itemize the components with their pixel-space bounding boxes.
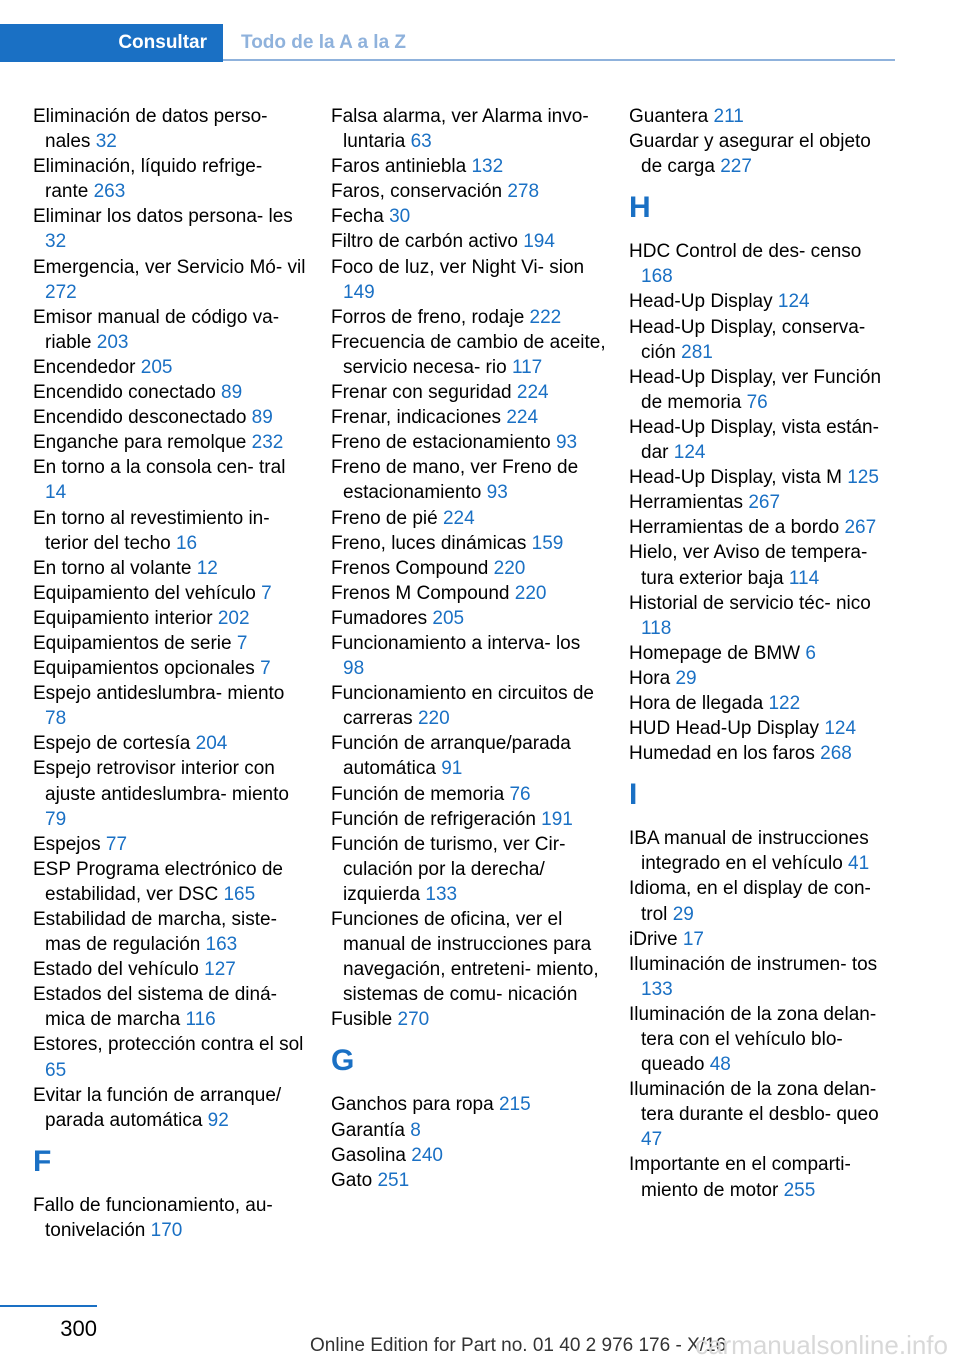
page-link[interactable]: 63 (410, 131, 432, 153)
page-link[interactable]: 125 (847, 467, 879, 489)
index-entry (33, 255, 308, 305)
tab-consultar[interactable]: Consultar (0, 24, 223, 62)
entry-term: Enganche para remolque (33, 432, 252, 454)
page-link[interactable]: 191 (541, 808, 573, 830)
entry-term: Faros, conservación (331, 181, 508, 203)
entry-term: Faros antiniebla (331, 156, 472, 178)
page-link[interactable]: 118 (641, 617, 672, 639)
entry-term: Fallo de funcionamiento, au‐ tonivelación (33, 1194, 273, 1241)
page-link[interactable]: 270 (397, 1009, 430, 1031)
entry-term: Estabilidad de marcha, siste‐ mas de regulación (33, 909, 277, 956)
page-link[interactable]: 227 (720, 156, 752, 178)
entry-term: Encendido conectado (33, 382, 222, 404)
entry-term: Equipamientos de serie (33, 632, 237, 654)
page-link[interactable]: 163 (205, 934, 238, 956)
page-link[interactable]: 268 (820, 743, 852, 765)
page-link[interactable]: 79 (45, 808, 67, 830)
index-entry (331, 305, 606, 330)
index-entry (629, 1077, 897, 1152)
page-link[interactable]: 76 (746, 391, 768, 413)
page-link[interactable]: 89 (221, 382, 243, 404)
page-link[interactable]: 65 (45, 1059, 67, 1081)
index-entry (331, 782, 606, 807)
entry-term: Hielo, ver Aviso de tempera‐ tura exterior baja (629, 542, 868, 589)
index-entry (331, 229, 606, 254)
entry-term: Freno, luces dinámicas (331, 532, 532, 554)
entry-term: Fusible (331, 1009, 398, 1031)
page-link[interactable]: 220 (417, 708, 450, 730)
index-entry (629, 315, 897, 365)
page-link[interactable]: 194 (523, 231, 555, 253)
page-link[interactable]: 205 (432, 607, 465, 629)
page-link[interactable]: 30 (389, 206, 411, 228)
index-entry (331, 531, 606, 556)
page-link[interactable]: 224 (516, 382, 549, 404)
index-entry (33, 305, 308, 355)
index-entry (33, 857, 308, 907)
index-entry (33, 832, 308, 857)
entry-term: Importante en el comparti‐ miento de motor (629, 1154, 851, 1201)
page-link[interactable]: 232 (251, 432, 284, 454)
page-link[interactable]: 32 (45, 231, 67, 253)
entry-term: Head-Up Display, ver Función de memoria (629, 366, 882, 413)
page-link[interactable]: 165 (223, 883, 256, 905)
page-link[interactable]: 93 (555, 432, 578, 454)
section-letter: H (629, 191, 651, 225)
page-link[interactable]: 6 (805, 642, 816, 664)
entry-term: En torno a la consola cen‐ tral (33, 457, 286, 479)
entry-term: Iluminación de la zona delan‐ tera durante el desblo‐ queo (629, 1079, 879, 1126)
entry-term: Ganchos para ropa (331, 1094, 499, 1116)
page-link[interactable]: 224 (506, 407, 539, 429)
entry-term: Funcionamiento en circuitos de carreras (331, 683, 594, 730)
entry-term: Frecuencia de cambio de aceite, servicio necesa‐ rio (331, 331, 606, 378)
entry-term: Herramientas (629, 492, 749, 514)
entry-term: Emisor manual de código va‐ riable (33, 306, 280, 353)
entry-term: Idioma, en el display de con‐ trol (629, 878, 871, 925)
entry-term: Funcionamiento a interva‐ los (331, 632, 581, 654)
entry-term: Hora (629, 667, 676, 689)
entry-term: Freno de estacionamiento (331, 432, 556, 454)
page-link[interactable]: 7 (260, 658, 271, 680)
page-link[interactable]: 8 (410, 1119, 421, 1141)
page-link[interactable]: 91 (441, 758, 463, 780)
entry-term: Head-Up Display (629, 291, 778, 313)
page-link[interactable]: 16 (175, 532, 198, 554)
page-link[interactable]: 127 (204, 959, 236, 981)
page-number: 300 (60, 1316, 97, 1341)
page-link[interactable]: 12 (196, 557, 218, 579)
page-link[interactable]: 124 (777, 291, 810, 313)
page-link[interactable]: 32 (95, 131, 117, 153)
entry-term: Gato (331, 1169, 378, 1191)
section-letter: G (331, 1044, 355, 1078)
entry-term: Eliminación de datos perso‐ nales (33, 106, 268, 153)
page-link[interactable]: 170 (150, 1219, 183, 1241)
entry-term: Espejo de cortesía (33, 733, 196, 755)
index-entry (629, 540, 897, 590)
page-link[interactable]: 202 (217, 607, 250, 629)
entry-term: Iluminación de instrumen‐ tos (629, 953, 878, 975)
page-link[interactable]: 278 (507, 181, 540, 203)
index-entry (629, 104, 897, 129)
tab-todo-a-z[interactable]: Todo de la A a la Z (241, 32, 407, 53)
entry-term: Encendido desconectado (33, 407, 252, 429)
index-entry (331, 556, 606, 581)
index-entry (33, 681, 308, 731)
index-entry (629, 691, 897, 716)
index-entry (33, 957, 308, 982)
page-link[interactable]: 267 (844, 517, 877, 539)
index-entry (33, 405, 308, 430)
index-entry (331, 1118, 606, 1143)
page-link[interactable]: 251 (377, 1169, 410, 1191)
index-entry (331, 1168, 606, 1193)
page-link[interactable]: 47 (641, 1129, 663, 1151)
page-link[interactable]: 77 (105, 833, 128, 855)
entry-term: Frenos M Compound (331, 582, 515, 604)
entry-term: Falsa alarma, ver Alarma invo‐ luntaria (331, 106, 589, 153)
page-link[interactable]: 203 (96, 331, 129, 353)
watermark: carmanualsonline.info (695, 1330, 948, 1360)
entry-term: Encendedor (33, 356, 141, 378)
index-entry (629, 591, 897, 641)
entry-term: Eliminar los datos persona‐ les (33, 206, 293, 228)
index-entry (33, 556, 308, 581)
entry-term: IBA manual de instrucciones integrado en el vehículo (629, 828, 869, 875)
page-link[interactable]: 89 (251, 407, 273, 429)
index-entry (331, 581, 606, 606)
entry-term: Frenar con seguridad (331, 382, 517, 404)
page-link[interactable]: 220 (514, 582, 547, 604)
index-entry (331, 731, 606, 781)
page-link[interactable]: 17 (682, 928, 704, 950)
page-link[interactable]: 255 (783, 1179, 816, 1201)
page-link[interactable]: 29 (672, 903, 694, 925)
index-entry (331, 154, 606, 179)
index-entry (33, 982, 308, 1032)
index-entry (331, 631, 606, 681)
page-link[interactable]: 122 (768, 692, 801, 714)
entry-term: Head-Up Display, vista están‐ dar (629, 416, 879, 464)
entry-term: Estados del sistema de diná‐ mica de marcha (33, 984, 277, 1031)
header-divider (223, 59, 895, 61)
index-entry (629, 365, 897, 415)
index-entry (629, 129, 897, 179)
page-link[interactable]: 267 (748, 492, 781, 514)
page-link[interactable]: 93 (486, 482, 508, 504)
entry-term: Equipamientos opcionales (33, 658, 261, 680)
page-link[interactable]: 76 (509, 783, 531, 805)
page-link[interactable]: 168 (641, 266, 673, 288)
page-link[interactable]: 7 (236, 632, 248, 654)
index-entry (331, 1007, 606, 1032)
page-link[interactable]: 48 (709, 1054, 731, 1076)
index-entry (629, 927, 897, 952)
index-column-1 (33, 104, 308, 1243)
index-entry (629, 289, 897, 314)
index-entry (331, 380, 606, 405)
index-entry (33, 756, 308, 831)
entry-term: Función de refrigeración (331, 808, 542, 830)
entry-term: HDC Control de des‐ censo (629, 241, 862, 263)
entry-term: Función de arranque/parada automática (331, 733, 571, 780)
page-link[interactable]: 272 (45, 281, 77, 303)
index-entry (33, 581, 308, 606)
page-link[interactable]: 124 (673, 442, 706, 464)
index-entry (331, 807, 606, 832)
index-entry (33, 1193, 308, 1243)
entry-term: Equipamiento del vehículo (33, 582, 262, 604)
entry-term: Humedad en los faros (629, 743, 821, 765)
entry-term: En torno al revestimiento in‐ terior del techo (33, 507, 270, 554)
page-link[interactable]: 224 (442, 507, 475, 529)
index-entry (33, 1083, 308, 1133)
page-link[interactable]: 149 (343, 281, 375, 303)
page-link[interactable]: 205 (140, 356, 173, 378)
entry-term: Eliminación, líquido refrige‐ rante (33, 156, 263, 203)
entry-term: Garantía (331, 1119, 411, 1141)
page-link[interactable]: 220 (493, 557, 526, 579)
index-entry (331, 204, 606, 229)
index-entry (331, 907, 606, 1007)
footer-divider (0, 1305, 97, 1307)
index-entry (33, 204, 308, 254)
index-entry (629, 716, 897, 741)
index-entry (331, 681, 606, 731)
index-column-3 (629, 104, 897, 1203)
index-entry (331, 832, 606, 907)
entry-term: Equipamiento interior (33, 607, 218, 629)
page-link[interactable]: 222 (529, 306, 562, 328)
index-entry (33, 606, 308, 631)
entry-term: Frenos Compound (331, 557, 494, 579)
entry-term: Gasolina (331, 1144, 412, 1166)
entry-term: Freno de pié (331, 507, 443, 529)
page-link[interactable]: 159 (531, 532, 564, 554)
index-entry (33, 380, 308, 405)
entry-term: Filtro de carbón activo (331, 231, 524, 253)
index-entry (331, 179, 606, 204)
index-entry (629, 876, 897, 926)
page-link[interactable]: 7 (261, 582, 272, 604)
section-letter: I (629, 778, 638, 812)
entry-term: Funciones de oficina, ver el manual de instrucciones para navegación, entreteni‐ miento, sistemas de comu‐ nicación (331, 909, 599, 1006)
entry-term: Foco de luz, ver Night Vi‐ sion (331, 256, 585, 278)
index-entry (331, 330, 606, 380)
index-entry (629, 465, 897, 490)
entry-term: Iluminación de la zona delan‐ tera con el vehículo blo‐ queado (629, 1003, 877, 1076)
entry-term: Herramientas de a bordo (629, 517, 845, 539)
page-link[interactable]: 124 (824, 718, 857, 740)
index-entry (33, 631, 308, 656)
index-entry (33, 154, 308, 204)
entry-term: Función de turismo, ver Cir‐ culación por la derecha/ izquierda (331, 833, 566, 905)
page-link[interactable]: 132 (471, 156, 504, 178)
page-link[interactable]: 14 (45, 482, 67, 504)
entry-term: Frenar, indicaciones (331, 407, 507, 429)
page-link[interactable]: 240 (411, 1144, 443, 1166)
index-entry (629, 415, 897, 465)
entry-term: Homepage de BMW (629, 642, 806, 664)
index-entry (33, 430, 308, 455)
index-entry (33, 455, 308, 505)
index-entry (33, 907, 308, 957)
index-entry (331, 455, 606, 505)
entry-term: Emergencia, ver Servicio Mó‐ vil (33, 256, 306, 278)
index-entry (331, 104, 606, 154)
index-entry (629, 515, 897, 540)
index-entry (629, 1152, 897, 1202)
index-entry (33, 731, 308, 756)
entry-term: Head-Up Display, vista M (629, 467, 848, 489)
index-entry (331, 1143, 606, 1168)
entry-term: Evitar la función de arranque/ parada automática (33, 1084, 282, 1131)
entry-term: Forros de freno, rodaje (331, 306, 530, 328)
header-bar (0, 0, 960, 62)
index-entry (331, 606, 606, 631)
page-link[interactable]: 29 (675, 667, 697, 689)
page-link[interactable]: 133 (425, 883, 458, 905)
index-entry (629, 641, 897, 666)
index-entry (629, 952, 897, 1002)
entry-term: Estores, protección contra el sol (33, 1034, 304, 1056)
index-entry (33, 1032, 308, 1082)
entry-term: Guantera (629, 106, 714, 127)
entry-term: Función de memoria (331, 783, 510, 805)
entry-term: Estado del vehículo (33, 959, 205, 981)
page-link[interactable]: 263 (93, 181, 126, 203)
entry-term: Guardar y asegurar el objeto de carga (629, 131, 871, 178)
page-link[interactable]: 133 (641, 978, 673, 1000)
index-entry (33, 355, 308, 380)
edition-note: Online Edition for Part no. 01 40 2 976 176 - X/16 (310, 1335, 727, 1356)
index-column-2 (331, 104, 606, 1193)
page-link[interactable]: 117 (511, 356, 543, 378)
index-entry (331, 430, 606, 455)
page-link[interactable]: 41 (848, 853, 870, 875)
index-entry (331, 506, 606, 531)
entry-term: Head-Up Display, conserva‐ ción (629, 316, 866, 363)
page-link[interactable]: 211 (713, 106, 744, 127)
index-entry (629, 741, 897, 766)
entry-term: Hora de llegada (629, 692, 769, 714)
entry-term: Fumadores (331, 607, 433, 629)
index-entry (629, 666, 897, 691)
page-link[interactable]: 281 (681, 341, 713, 363)
entry-term: Fecha (331, 206, 390, 228)
entry-term: Historial de servicio téc‐ nico (629, 592, 871, 614)
section-letter: F (33, 1144, 52, 1178)
entry-term: Espejo retrovisor interior con ajuste antideslumbra‐ miento (33, 758, 289, 805)
entry-term: iDrive (629, 928, 683, 950)
index-entry (629, 490, 897, 515)
index-entry (629, 826, 897, 876)
index-entry (331, 255, 606, 305)
index-entry (331, 1092, 606, 1117)
entry-term: En torno al volante (33, 557, 197, 579)
page-link[interactable]: 215 (498, 1094, 531, 1116)
page-link[interactable]: 92 (207, 1109, 229, 1131)
entry-term: Espejo antideslumbra‐ miento (33, 683, 285, 705)
page-link[interactable]: 98 (343, 658, 365, 680)
page-link[interactable]: 116 (185, 1009, 216, 1031)
index-entry (331, 405, 606, 430)
index-entry (629, 1002, 897, 1077)
page-link[interactable]: 78 (45, 708, 67, 730)
page-link[interactable]: 114 (788, 567, 820, 589)
index-entry (33, 656, 308, 681)
entry-term: Freno de mano, ver Freno de estacionamiento (331, 457, 579, 504)
entry-term: HUD Head-Up Display (629, 718, 825, 740)
index-entry (629, 239, 897, 289)
entry-term: Espejos (33, 833, 106, 855)
page-link[interactable]: 204 (195, 733, 228, 755)
entry-term: ESP Programa electrónico de estabilidad, ver DSC (33, 858, 283, 905)
index-entry (33, 506, 308, 556)
index-entry (33, 104, 308, 154)
